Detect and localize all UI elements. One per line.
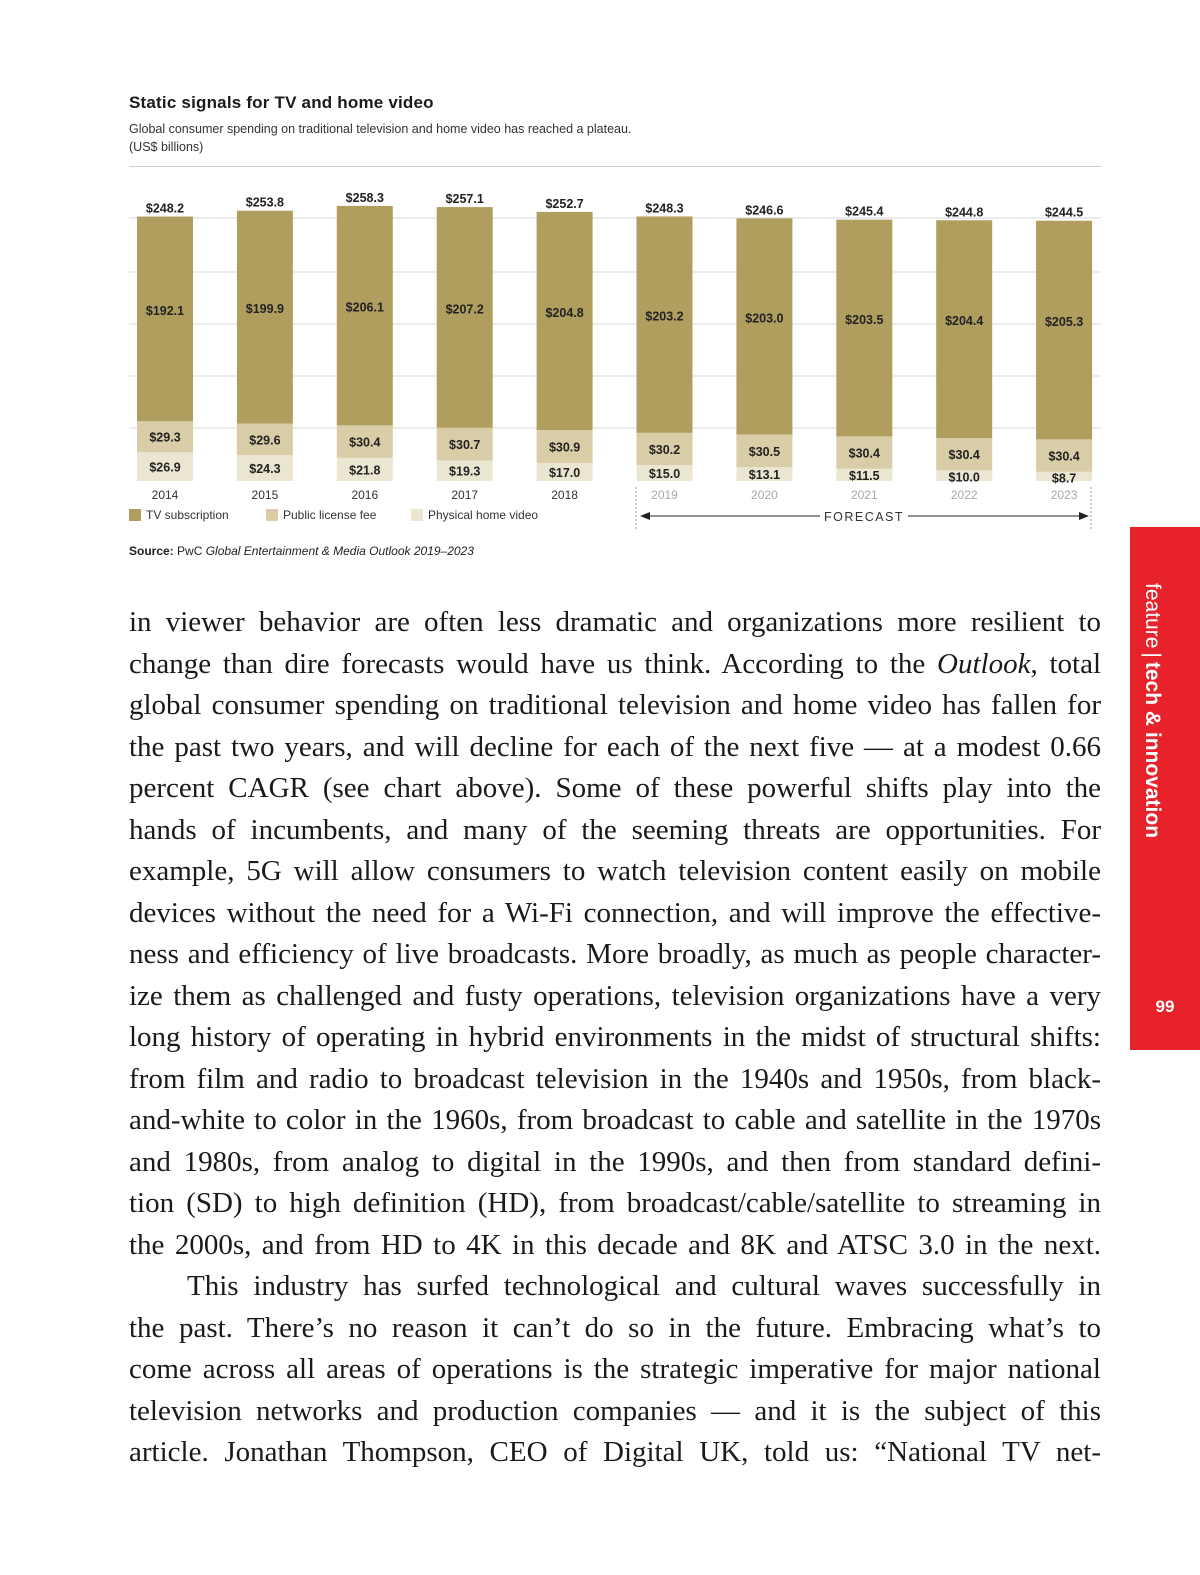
physical-home-video-label: $8.7: [1051, 471, 1077, 486]
body-line: the 2000s, and from HD to 4K in this decade and 8K and ATSC 3.0 in the next.: [129, 1228, 1101, 1261]
body-line: percent CAGR (see chart above). Some of these powerful shifts play into the: [129, 772, 1101, 804]
year-tick-label: 2021: [850, 488, 878, 502]
source-label: Source:: [129, 544, 174, 558]
body-line: ize them as challenged and fusty operations, television organizations have a very: [129, 979, 1101, 1012]
physical-home-video-label: $11.5: [849, 468, 880, 483]
stacked-bar-chart: [0, 0, 1200, 540]
body-line: tion (SD) to high definition (HD), from broadcast/cable/satellite to streaming in: [129, 1187, 1101, 1219]
total-label: $246.6: [745, 203, 784, 218]
bar-tv-subscription: [1036, 221, 1092, 440]
year-tick-label: 2023: [1050, 488, 1078, 502]
physical-home-video-label: $15.0: [648, 467, 681, 482]
year-tick-label: 2016: [351, 488, 379, 502]
public-license-fee-label: $30.2: [648, 442, 681, 457]
source-publisher: PwC: [177, 544, 203, 558]
physical-home-video-label: $24.3: [249, 462, 281, 477]
total-label: $244.8: [945, 205, 984, 220]
tv-subscription-label: $205.3: [1044, 315, 1084, 330]
source-title: Global Entertainment & Media Outlook 2019–2023: [205, 544, 474, 558]
year-tick-label: 2015: [251, 488, 279, 502]
year-tick-label: 2017: [451, 488, 479, 502]
total-label: $248.2: [145, 201, 185, 216]
body-line: come across all areas of operations is the strategic imperative for major national: [129, 1353, 1101, 1385]
legend-tv-subscription-label: TV subscription: [146, 508, 229, 522]
physical-home-video-label: $21.8: [349, 463, 381, 478]
physical-home-video-label: $19.3: [449, 464, 481, 479]
tv-subscription-label: $199.9: [245, 302, 285, 317]
body-line: long history of operating in hybrid environments in the midst of structural shifts:: [129, 1021, 1101, 1053]
forecast-label: FORECAST: [823, 510, 905, 524]
public-license-fee-label: $29.3: [149, 430, 181, 445]
body-line-text: change than dire forecasts would have us think. According to the: [129, 647, 938, 680]
bar-tv-subscription: [537, 212, 593, 430]
tv-subscription-label: $203.2: [645, 309, 684, 324]
public-license-fee-label: $30.9: [548, 440, 581, 455]
tv-subscription-label: $204.4: [945, 314, 984, 329]
chart-title: Static signals for TV and home video: [129, 93, 434, 112]
body-line: and 1980s, from analog to digital in the 1990s, and then from standard defini-: [129, 1145, 1101, 1178]
article-body: [129, 602, 1101, 1474]
public-license-fee-label: $30.4: [848, 446, 880, 461]
legend-physical-home-video-swatch: [411, 509, 423, 521]
public-license-fee-label: $30.5: [748, 444, 781, 459]
total-label: $258.3: [345, 190, 384, 205]
body-line: and-white to color in the 1960s, from broadcast to cable and satellite in the 1970s: [129, 1104, 1101, 1136]
section-label-separator: |: [1141, 652, 1164, 658]
body-line: ness and efficiency of live broadcasts. More broadly, as much as people character-: [129, 938, 1101, 970]
bar-tv-subscription: [836, 220, 892, 437]
legend-physical-home-video-label: Physical home video: [428, 508, 539, 522]
body-line: in viewer behavior are often less dramatic and organizations more resilient to: [129, 606, 1101, 638]
total-label: $253.8: [245, 195, 285, 210]
chart-subtitle-text: Global consumer spending on traditional television and home video has reached a plateau.: [129, 122, 632, 136]
bar-tv-subscription: [337, 206, 393, 425]
physical-home-video-label: $13.1: [748, 468, 781, 483]
body-line: example, 5G will allow consumers to watch television content easily on mobile: [129, 855, 1101, 887]
year-tick-label: 2020: [751, 488, 778, 502]
chart-source: [129, 544, 474, 558]
year-tick-label: 2019: [651, 488, 678, 502]
forecast-arrowhead-right: [1079, 512, 1089, 520]
tv-subscription-label: $207.2: [445, 302, 484, 317]
public-license-fee-label: $29.6: [249, 433, 281, 448]
public-license-fee-label: $30.7: [449, 438, 481, 453]
public-license-fee-label: $30.4: [1048, 449, 1080, 464]
section-label: [1140, 583, 1164, 838]
tv-subscription-label: $192.1: [145, 303, 185, 318]
body-line: This industry has surfed technological and cultural waves successfully in: [187, 1270, 1101, 1302]
bar-tv-subscription: [736, 218, 792, 434]
physical-home-video-label: $26.9: [149, 460, 181, 475]
body-line: television networks and production companies — and it is the subject of this: [129, 1394, 1101, 1427]
bar-tv-subscription: [237, 211, 293, 424]
year-tick-label: 2022: [950, 488, 978, 502]
bar-tv-subscription: [936, 220, 992, 438]
body-line: article. Jonathan Thompson, CEO of Digital UK, told us: “National TV net-: [129, 1436, 1101, 1468]
total-label: $257.1: [445, 192, 484, 207]
body-line: devices without the need for a Wi-Fi connection, and will improve the effective-: [129, 896, 1101, 929]
body-line: hands of incumbents, and many of the seeming threats are opportunities. For: [129, 813, 1101, 846]
total-label: $248.3: [645, 201, 684, 216]
tv-subscription-label: $203.5: [845, 313, 884, 328]
legend-public-license-fee-swatch: [266, 509, 278, 521]
body-line-text: , total: [1030, 647, 1102, 680]
body-line: [129, 644, 1101, 686]
body-line: global consumer spending on traditional television and home video has fallen for: [129, 689, 1101, 721]
forecast-arrowhead-left: [640, 512, 650, 520]
total-label: $244.5: [1044, 205, 1084, 220]
public-license-fee-label: $30.4: [948, 448, 980, 463]
physical-home-video-label: $10.0: [948, 470, 980, 485]
chart-units: (US$ billions): [129, 140, 204, 154]
total-label: $245.4: [845, 204, 884, 219]
bar-tv-subscription: [437, 207, 493, 428]
bar-tv-subscription: [637, 216, 693, 432]
tv-subscription-label: $203.0: [745, 311, 784, 326]
tv-subscription-label: $206.1: [345, 300, 384, 315]
body-line: the past. There’s no reason it can’t do so in the future. Embracing what’s to: [129, 1311, 1101, 1344]
outlook-italic: Outlook: [937, 647, 1031, 680]
body-line: the past two years, and will decline for each of the next five — at a modest 0.66: [129, 730, 1101, 763]
bar-tv-subscription: [137, 217, 193, 422]
page-number: 99: [1155, 997, 1175, 1016]
section-label-topic: tech & innovation: [1141, 661, 1164, 839]
total-label: $252.7: [545, 196, 584, 211]
year-tick-label: 2018: [551, 488, 578, 502]
public-license-fee-label: $30.4: [349, 435, 381, 450]
year-tick-label: 2014: [151, 488, 179, 502]
section-label-feature: feature: [1141, 583, 1164, 649]
legend-public-license-fee-label: Public license fee: [283, 508, 377, 522]
tv-subscription-label: $204.8: [545, 305, 584, 320]
body-line: from film and radio to broadcast television in the 1940s and 1950s, from black-: [129, 1062, 1101, 1095]
physical-home-video-label: $17.0: [548, 465, 581, 480]
legend-tv-subscription-swatch: [129, 509, 141, 521]
